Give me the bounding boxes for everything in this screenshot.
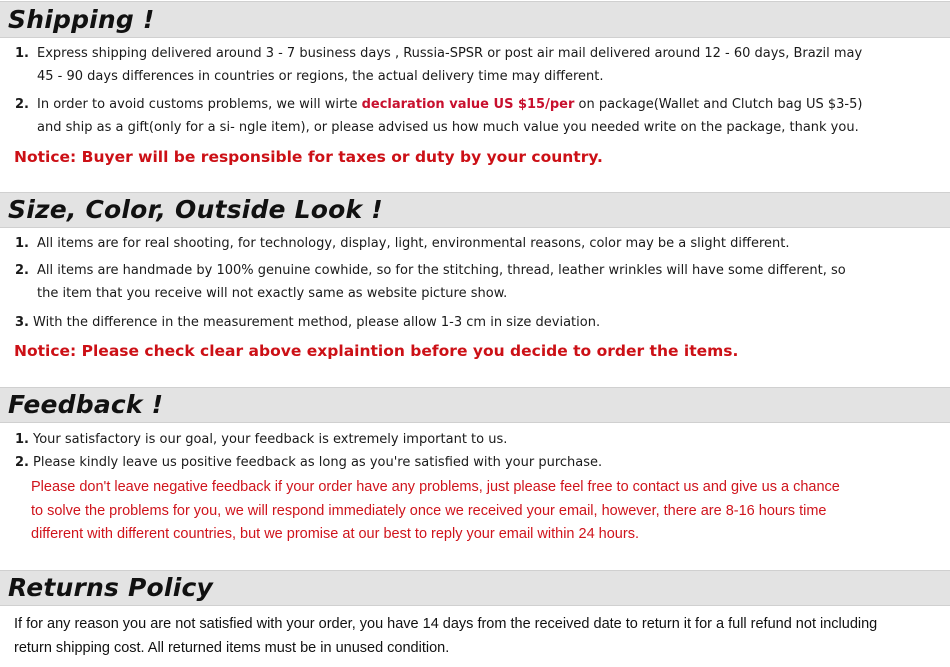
shipping-notice: Notice: Buyer will be responsible for taxes or duty by your country. — [14, 148, 603, 166]
feedback-item-2 — [15, 455, 602, 470]
feedback-item-2-text: Please kindly leave us positive feedback as long as you're satisfied with your purchase. — [33, 455, 603, 470]
shipping-item-1-line-2 — [37, 69, 604, 84]
size-item-3-number: 3. — [15, 315, 29, 330]
returns-title: Returns Policy — [8, 573, 213, 602]
size-item-1-number: 1. — [15, 236, 29, 251]
size-item-2-number: 2. — [15, 263, 29, 278]
size-header — [0, 192, 950, 228]
feedback-item-1-number: 1. — [15, 432, 29, 447]
feedback-title: Feedback ! — [8, 390, 164, 419]
size-item-3 — [15, 315, 600, 330]
shipping-title: Shipping ! — [8, 5, 155, 34]
feedback-item-2-number: 2. — [15, 455, 29, 470]
returns-text-line-1: If for any reason you are not satisfied with your order, you have 14 days from the received date to return it for a full refund not including — [14, 616, 878, 632]
feedback-warning-line-1: Please don't leave negative feedback if your order have any problems, just please feel free to contact us and give us a chance — [31, 479, 840, 495]
size-item-2-line-2 — [37, 286, 507, 301]
shipping-item-2-text-b: on package(Wallet and Clutch bag US $3-5) — [574, 97, 863, 112]
declaration-value-highlight: declaration value US $15/per — [361, 97, 575, 112]
size-title: Size, Color, Outside Look ! — [8, 195, 383, 224]
returns-header — [0, 570, 950, 606]
size-item-1 — [15, 236, 789, 251]
shipping-item-2-text-c: and ship as a gift(only for a si- ngle item), or please advised us how much value you needed write on the package, thank you. — [37, 120, 859, 135]
shipping-item-2-number: 2. — [15, 97, 29, 112]
returns-text-line-2: return shipping cost. All returned items must be in unused condition. — [14, 640, 450, 656]
size-notice: Notice: Please check clear above explaintion before you decide to order the items. — [14, 342, 739, 360]
size-item-2-text-b: the item that you receive will not exactly same as website picture show. — [37, 286, 508, 301]
feedback-warning-line-2: to solve the problems for you, we will respond immediately once we received your email, however, there are 8-16 hours time — [31, 503, 827, 519]
shipping-item-2-line-1 — [15, 97, 862, 112]
shipping-item-2-line-2 — [37, 120, 859, 135]
size-item-2-text-a: All items are handmade by 100% genuine cowhide, so for the stitching, thread, leather wrinkles will have some different, so — [37, 263, 846, 278]
size-item-3-text: With the difference in the measurement method, please allow 1-3 cm in size deviation. — [33, 315, 601, 330]
feedback-warning-line-3: different with different countries, but we promise at our best to reply your email within 24 hours. — [31, 526, 639, 542]
size-item-1-text: All items are for real shooting, for technology, display, light, environmental reasons, color may be a slight different. — [37, 236, 790, 251]
size-item-2-line-1 — [15, 263, 846, 278]
feedback-item-1-text: Your satisfactory is our goal, your feedback is extremely important to us. — [33, 432, 508, 447]
shipping-item-1-number: 1. — [15, 46, 29, 61]
feedback-item-1 — [15, 432, 507, 447]
shipping-header — [0, 1, 950, 38]
shipping-item-1-text-b: 45 - 90 days differences in countries or regions, the actual delivery time may different. — [37, 69, 604, 84]
shipping-item-2-text-a: In order to avoid customs problems, we will wirte — [37, 97, 362, 112]
shipping-item-1-text-a: Express shipping delivered around 3 - 7 business days , Russia-SPSR or post air mail delivered around 12 - 60 days, Brazil may — [37, 46, 863, 61]
shipping-item-1-line-1 — [15, 46, 862, 61]
feedback-header — [0, 387, 950, 423]
